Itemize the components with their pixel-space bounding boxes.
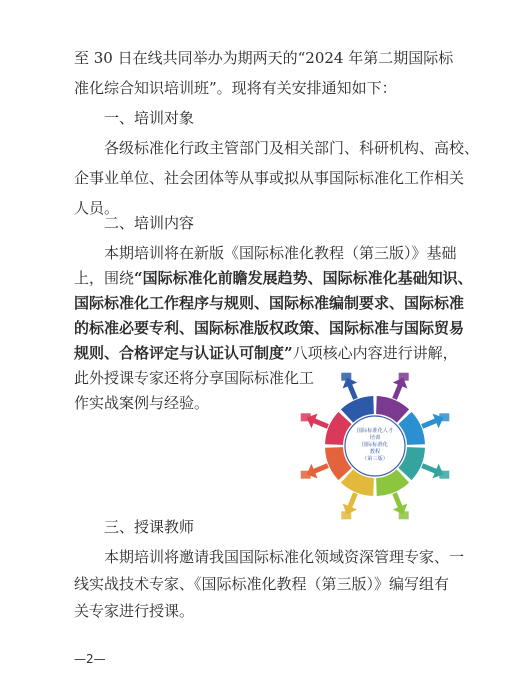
- diagram-arrow-shaft: [395, 493, 402, 509]
- diagram-item-box: [301, 471, 311, 479]
- diagram-arrow-shaft: [312, 420, 328, 427]
- section2-line-2-lead: 上，围绕: [74, 269, 135, 287]
- diagram-center-label: 国际标准化人才: [356, 428, 394, 434]
- diagram-center-label: 国际标准化: [362, 442, 388, 448]
- section1-line-3: 人员。: [74, 199, 120, 217]
- section2-line-2-bold: “国际标准化前瞻发展趋势、国际标准化基础知识、: [134, 269, 473, 287]
- diagram-item-box: [399, 511, 409, 519]
- diagram-item-box: [301, 413, 311, 421]
- diagram-arrow-shaft: [349, 383, 356, 399]
- diagram-arrow-shaft: [349, 493, 356, 509]
- section2-line-6: 此外授课专家还将分享国际标准化工: [74, 369, 315, 387]
- diagram-arrow-shaft: [422, 420, 438, 427]
- section-heading-instructors: 三、授课教师: [104, 518, 195, 536]
- section1-line-2: 企事业单位、社会团体等从事或拟从事国际标准化工作相关: [74, 169, 465, 187]
- section2-line-5-tail: 八项核心内容进行讲解，: [292, 344, 458, 362]
- intro-line-2: 准化综合知识培训班”。现将有关安排通知如下：: [74, 79, 397, 97]
- section2-line-5-bold: 规则、合格评定与认证认可制度”: [74, 344, 293, 362]
- diagram-item-box: [439, 471, 449, 479]
- intro-line-1: 至 30 日在线共同举办为期两天的“2024 年第二期国际标: [74, 49, 454, 67]
- diagram-center-label: 教程: [369, 449, 381, 455]
- diagram-item-box: [399, 373, 409, 381]
- section2-line-4: 的标准必要专利、国际标准版权政策、国际标准与国际贸易: [74, 319, 465, 337]
- section2-line-5: [74, 343, 458, 363]
- section2-line-2: [74, 268, 473, 288]
- diagram-item-box: [439, 413, 449, 421]
- section-heading-training-targets: 一、培训对象: [104, 109, 195, 127]
- diagram-center-label: （第三版）: [362, 456, 388, 462]
- diagram-arrow-shaft: [312, 466, 328, 473]
- section2-line-7: 作实战案例与经验。: [74, 394, 210, 412]
- section2-line-1: 本期培训将在新版《国际标准化教程（第三版）》基础: [104, 244, 457, 262]
- section3-line-3: 关专家进行授课。: [74, 602, 195, 620]
- diagram-item-box: [341, 511, 351, 519]
- page-number: —2—: [74, 652, 106, 666]
- section-heading-training-content: 二、培训内容: [104, 214, 195, 232]
- section3-line-1: 本期培训将邀请我国国际标准化领域资深管理专家、一: [104, 548, 465, 566]
- diagram-item-box: [341, 373, 351, 381]
- section1-line-1: 各级标准化行政主管部门及相关部门、科研机构、高校、: [104, 139, 480, 157]
- diagram-center-label: 培训: [369, 435, 381, 441]
- section3-line-2: 线实战技术专家、《国际标准化教程（第三版）》编写组有: [74, 575, 450, 593]
- training-content-diagram: [296, 366, 454, 526]
- diagram-arrow-shaft: [395, 383, 402, 399]
- section2-line-3: 国际标准化工作程序与规则、国际标准编制要求、国际标准: [74, 294, 465, 312]
- diagram-arrow-shaft: [422, 466, 438, 473]
